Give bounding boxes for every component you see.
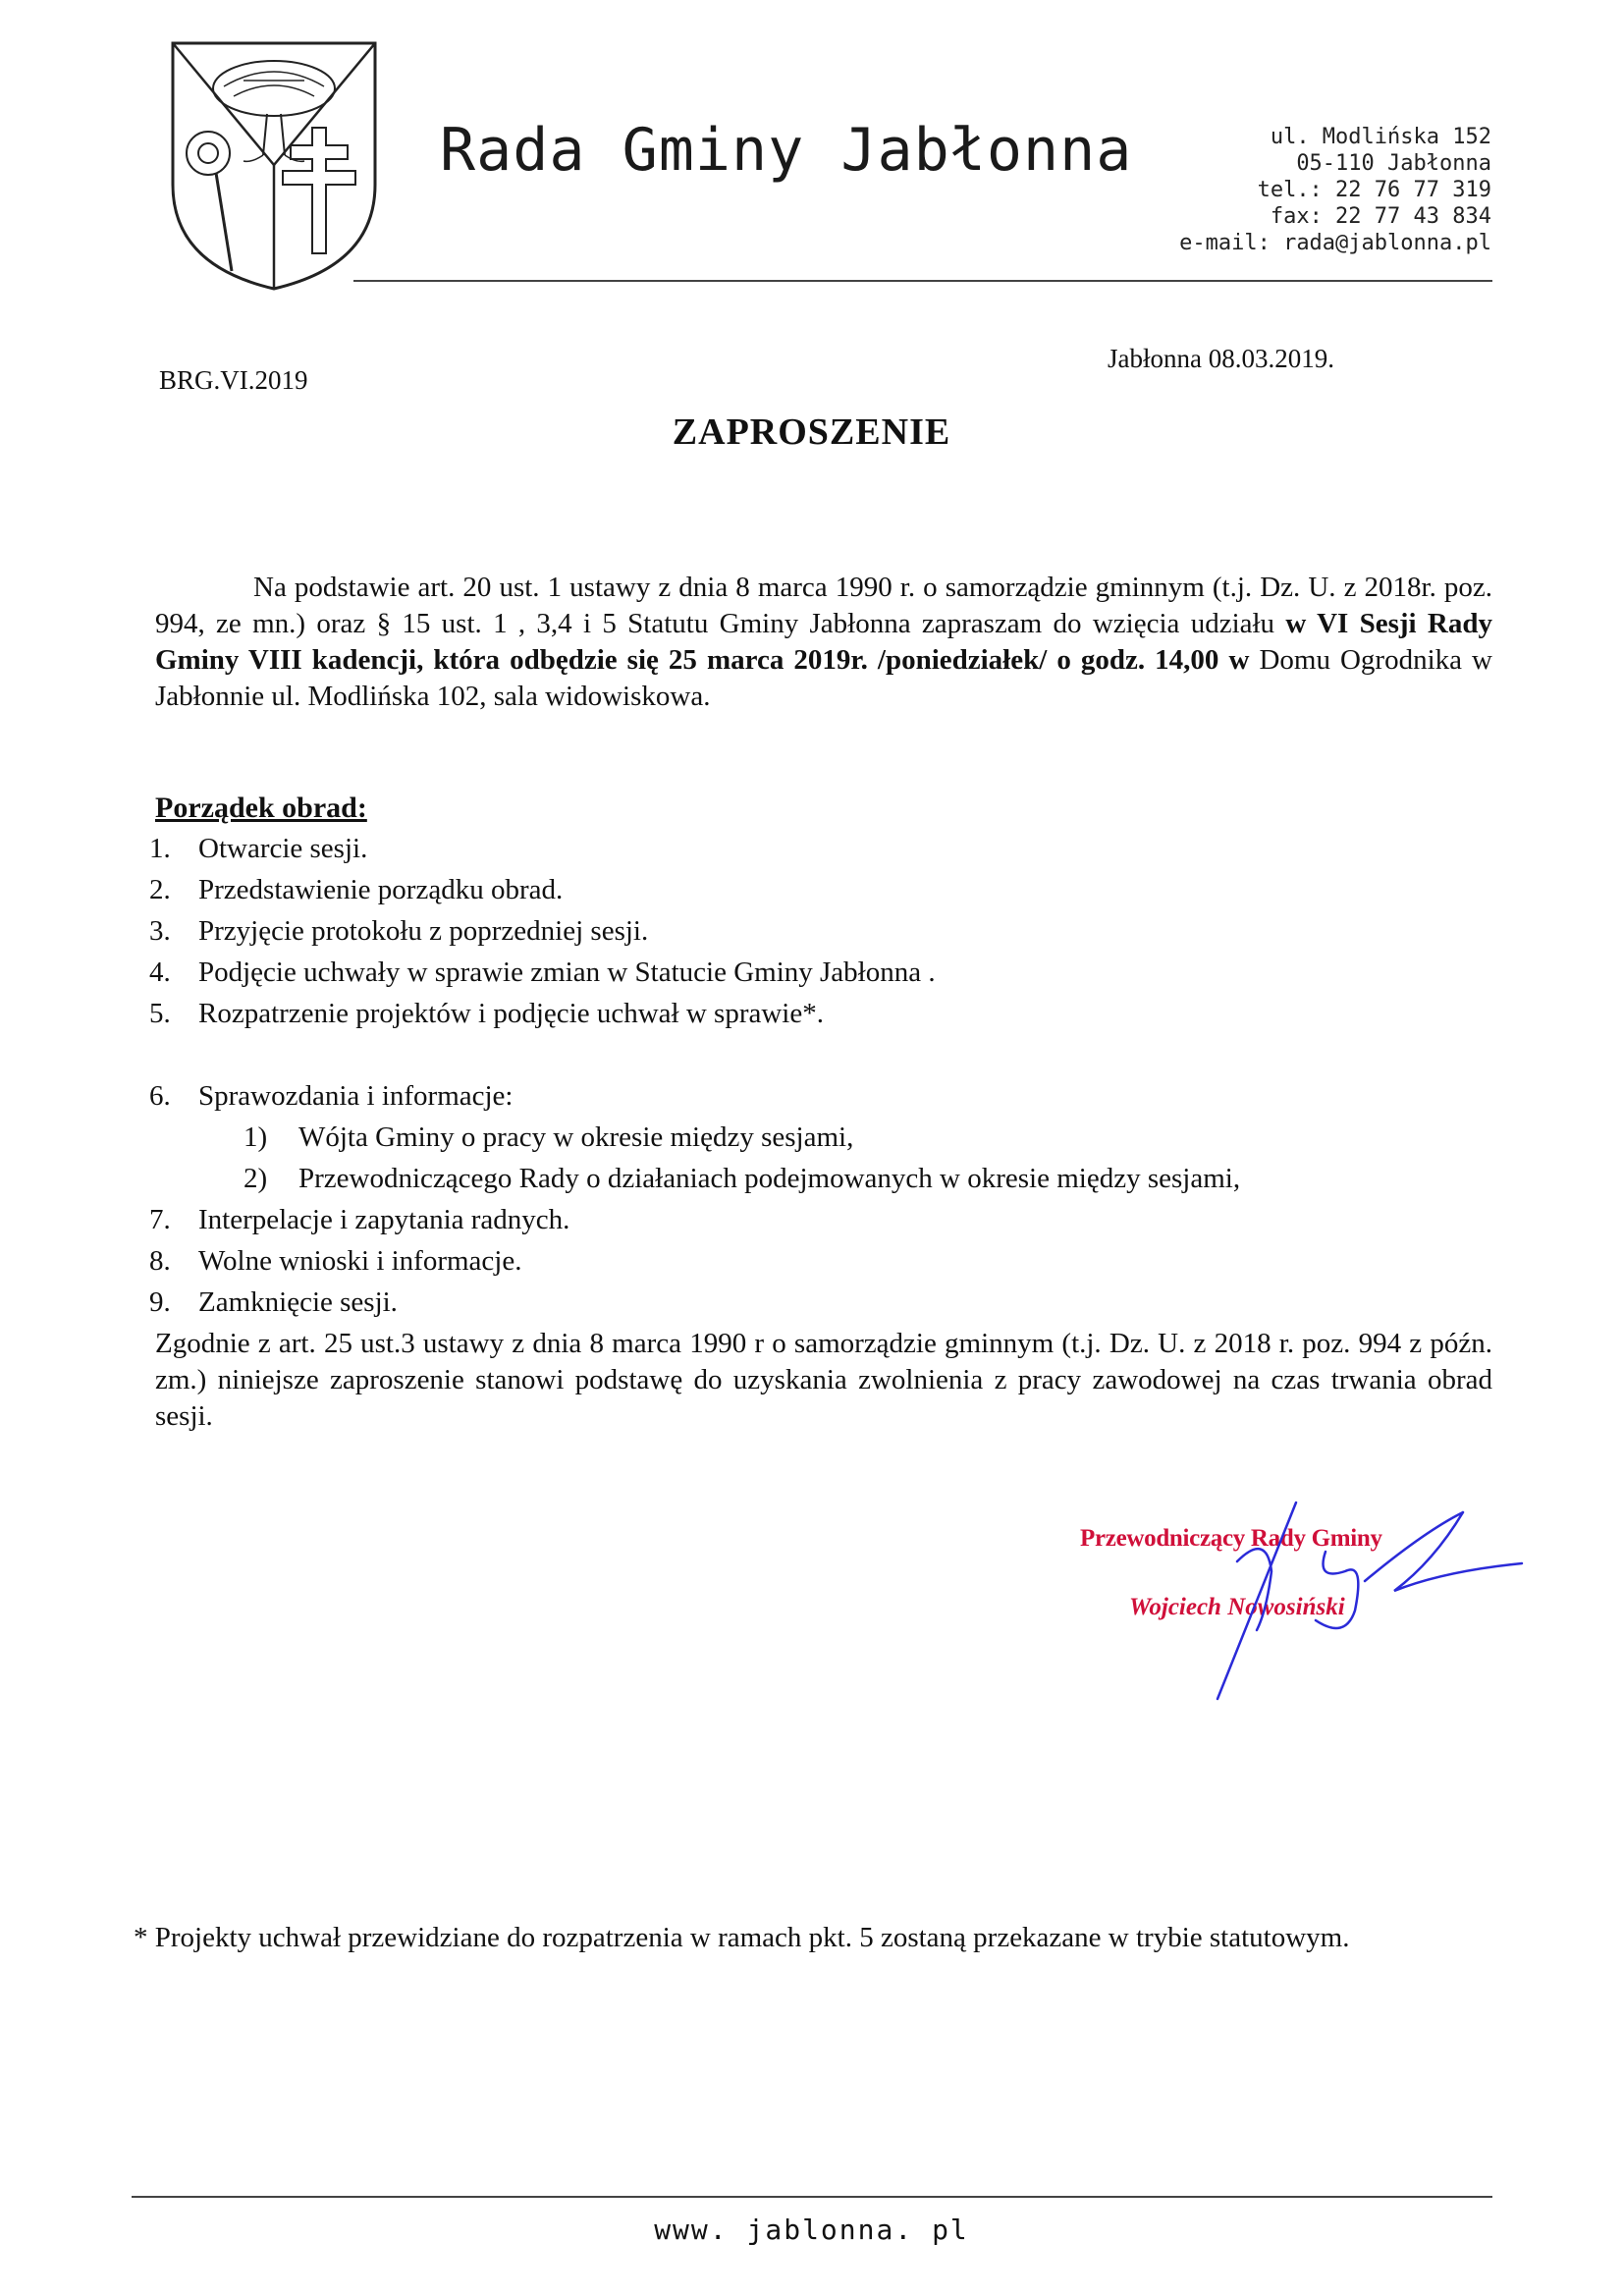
phone-number: tel.: 22 76 77 319 <box>1257 178 1491 202</box>
sub-item-number: 1) <box>243 1121 268 1153</box>
item-text: Zamknięcie sesji. <box>198 1286 398 1318</box>
signatory-role: Przewodniczący Rady Gminy <box>1080 1525 1382 1552</box>
sub-list-item <box>149 1117 1504 1158</box>
item-text: Sprawozdania i informacje: <box>198 1080 514 1112</box>
contact-block <box>1179 124 1491 256</box>
footnote: * Projekty uchwał przewidziane do rozpatrzenia w ramach pkt. 5 zostaną przekazane w trybie statutowym. <box>134 1922 1350 1953</box>
item-number: 9. <box>149 1286 171 1318</box>
footer-divider <box>132 2196 1492 2198</box>
agenda-list <box>149 828 1504 1323</box>
coat-of-arms-icon <box>165 37 383 293</box>
session-details: w VI Sesji Rady Gminy VIII kadencji, która odbędzie się 25 marca 2019r. /poniedziałek/ o godz. 14,00 w <box>155 608 1492 676</box>
email-address: e-mail: rada@jablonna.pl <box>1179 231 1491 255</box>
item-text: Podjęcie uchwały w sprawie zmian w Statucie Gminy Jabłonna . <box>198 957 936 988</box>
item-number: 1. <box>149 833 171 864</box>
list-item <box>149 869 1504 910</box>
sub-item-text: Wójta Gminy o pracy w okresie między sesjami, <box>298 1121 854 1153</box>
document-reference: BRG.VI.2019 <box>159 365 308 395</box>
place-date: Jabłonna 08.03.2019. <box>1108 344 1334 373</box>
item-number: 3. <box>149 915 171 947</box>
list-item <box>149 1282 1504 1323</box>
item-text: Przedstawienie porządku obrad. <box>198 874 564 905</box>
document-title: ZAPROSZENIE <box>672 411 951 453</box>
list-item <box>149 910 1504 952</box>
list-item <box>149 1075 1504 1117</box>
sub-list-item <box>149 1158 1504 1199</box>
intro-text: Na podstawie art. 20 ust. 1 ustawy z dnia 8 marca 1990 r. o samorządzie gminnym (t.j. Dz. U. z 2018r. poz. 994, ze mn.) oraz § 15 ust. 1 , 3,4 i 5 Statutu Gminy Jabłonna zapraszam do wzięcia udziału <box>155 572 1492 639</box>
item-text: Otwarcie sesji. <box>198 833 368 864</box>
list-item <box>149 1199 1504 1240</box>
organization-name: Rada Gminy Jabłonna <box>440 116 1133 185</box>
item-number: 4. <box>149 957 171 988</box>
item-number: 6. <box>149 1080 171 1112</box>
sub-item-number: 2) <box>243 1163 268 1194</box>
handwritten-signature-icon <box>1070 1493 1542 1709</box>
item-number: 2. <box>149 874 171 905</box>
website-url: www. jablonna. pl <box>654 2214 969 2246</box>
item-number: 8. <box>149 1245 171 1277</box>
fax-number: fax: 22 77 43 834 <box>1270 204 1491 229</box>
address-postal: 05-110 Jabłonna <box>1296 151 1491 176</box>
item-text: Wolne wnioski i informacje. <box>198 1245 522 1277</box>
item-text: Przyjęcie protokołu z poprzedniej sesji. <box>198 915 649 947</box>
agenda-heading: Porządek obrad: <box>155 792 367 824</box>
address-street: ul. Modlińska 152 <box>1270 125 1491 149</box>
list-item <box>149 993 1504 1034</box>
item-text: Rozpatrzenie projektów i podjęcie uchwał w sprawie*. <box>198 998 824 1029</box>
legal-paragraph: Zgodnie z art. 25 ust.3 ustawy z dnia 8 marca 1990 r o samorządzie gminnym (t.j. Dz. U. z 2018 r. poz. 994 z późn. zm.) niniejsze zaproszenie stanowi podstawę do uzyskania zwolnienia z pracy zawodowej na czas trwania obrad sesji. <box>155 1328 1492 1432</box>
list-item <box>149 1240 1504 1282</box>
item-number: 5. <box>149 998 171 1029</box>
item-text: Interpelacje i zapytania radnych. <box>198 1204 570 1235</box>
spacer <box>149 1034 1504 1075</box>
signatory-name: Wojciech Nowosiński <box>1129 1594 1345 1620</box>
item-number: 7. <box>149 1204 171 1235</box>
list-item <box>149 952 1504 993</box>
list-item <box>149 828 1504 869</box>
sub-item-text: Przewodniczącego Rady o działaniach podejmowanych w okresie między sesjami, <box>298 1163 1241 1194</box>
header-divider <box>353 280 1492 282</box>
venue-text: Domu Ogrodnika w Jabłonnie ul. Modlińska 102, sala widowiskowa. <box>155 644 1492 712</box>
intro-paragraph <box>155 570 1492 715</box>
